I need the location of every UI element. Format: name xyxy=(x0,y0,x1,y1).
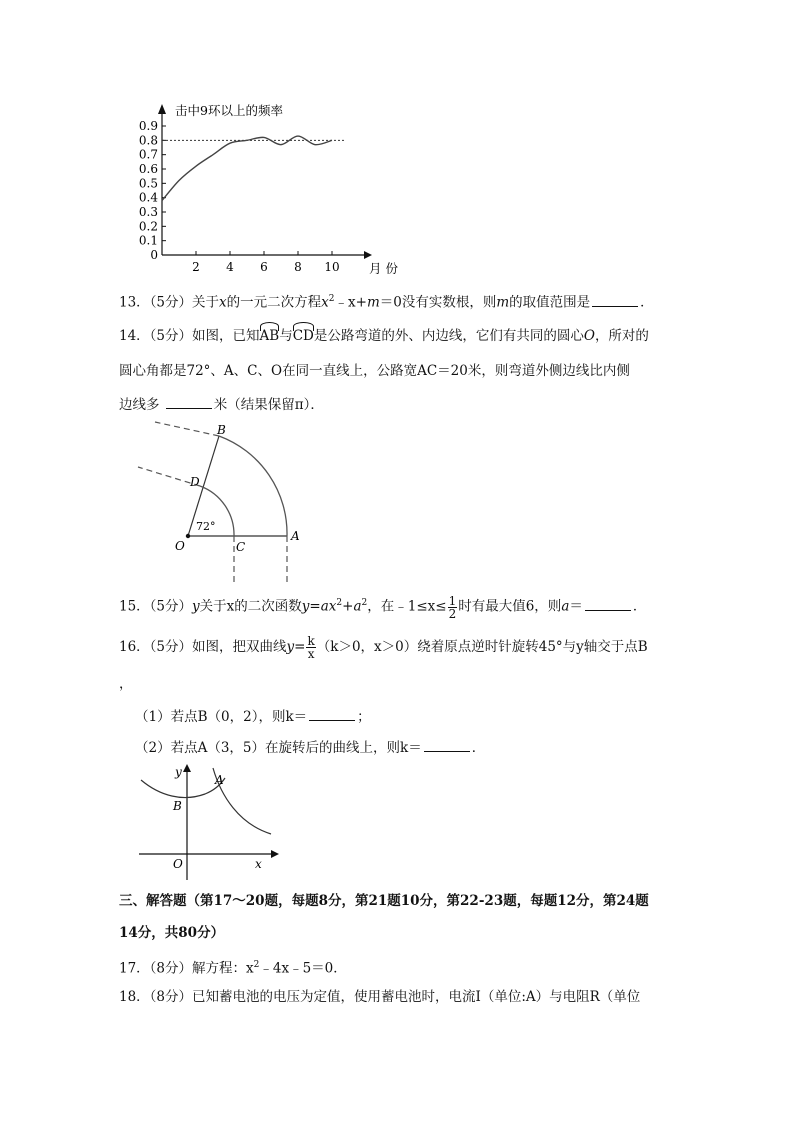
road-bend-figure xyxy=(135,418,325,588)
q14-var-o: O xyxy=(583,328,595,344)
q17-text: ﹣4x﹣5＝0． xyxy=(259,960,347,977)
arc-ab-label: AB xyxy=(259,328,280,344)
q15-text: 时有最大值6，则 xyxy=(458,598,562,615)
q16-part2-end: ． xyxy=(471,740,486,756)
arc-cd-notation xyxy=(293,327,314,345)
x-tick-label: 6 xyxy=(260,260,268,274)
q15-eq: y=ax xyxy=(301,598,337,615)
q14-text: 14．（5分）如图，已知 xyxy=(119,328,260,344)
fraction-numerator: 1 xyxy=(448,593,457,608)
label-a: A xyxy=(291,529,300,543)
q16-part1-end: ； xyxy=(357,709,371,725)
y-tick-label: 0.7 xyxy=(138,147,158,162)
q15-text: 关于x的二次函数 xyxy=(199,598,302,615)
q15-end: ． xyxy=(632,598,647,615)
x-tick-label: 8 xyxy=(294,260,302,274)
frequency-chart xyxy=(120,100,400,280)
question-15 xyxy=(119,594,646,620)
question-14-line-2 xyxy=(119,362,630,380)
answer-blank[interactable] xyxy=(309,707,355,721)
fraction-denominator: x xyxy=(307,647,315,661)
chart-title: 击中9环以上的频率 xyxy=(175,103,283,118)
q14-text: 与 xyxy=(279,328,293,344)
q15-var-a: a xyxy=(561,598,570,615)
x-tick-label: 4 xyxy=(226,260,234,274)
q15-exponent: 2 xyxy=(361,598,368,608)
outer-extension xyxy=(155,422,219,436)
q13-eq: ﹣x+ xyxy=(334,294,367,311)
fraction-numerator: k xyxy=(307,634,315,648)
label-d: D xyxy=(190,475,200,489)
label-o: O xyxy=(175,539,185,553)
q16-eq: y= xyxy=(286,639,306,655)
label-x: x xyxy=(255,857,262,871)
section-3-heading xyxy=(119,892,649,910)
q15-exponent: 2 xyxy=(336,598,343,608)
y-tick-label: 0.8 xyxy=(138,133,158,148)
x-tick-label: 2 xyxy=(192,260,200,274)
q13-text: 的一元二次方程 xyxy=(226,294,322,311)
question-16 xyxy=(119,635,648,660)
frequency-line xyxy=(162,136,332,201)
question-16-part-2 xyxy=(135,738,485,757)
question-16-part-1 xyxy=(135,707,371,726)
label-b: B xyxy=(173,799,182,813)
hyperbola-figure xyxy=(135,762,285,882)
q15-var-y: y xyxy=(192,598,200,615)
y-axis-arrow xyxy=(183,764,191,772)
q17-exponent: 2 xyxy=(253,960,260,970)
question-14-line-1 xyxy=(119,327,649,345)
q16-text: ， xyxy=(119,676,133,692)
q14-text: 边线多 xyxy=(119,397,164,413)
q17-text: 17．（8分）解方程：x xyxy=(119,960,254,977)
y-tick-label: 0.9 xyxy=(138,119,158,133)
q15-text: 15．（5分） xyxy=(119,598,193,615)
q13-var-x: x xyxy=(219,294,227,311)
label-y: y xyxy=(175,765,182,779)
q13-score: （5分） xyxy=(149,294,193,311)
x-axis-label: 月 份 xyxy=(369,261,398,276)
label-o: O xyxy=(173,857,183,871)
q16-text: （k＞0，x＞0）绕着原点逆时针旋转45°与y轴交于点B xyxy=(316,639,648,655)
q13-eq: x xyxy=(321,294,329,311)
answer-blank[interactable] xyxy=(166,395,212,409)
question-16-comma xyxy=(119,675,133,693)
x-axis-arrow xyxy=(271,850,279,858)
label-b: B xyxy=(217,423,226,437)
y-axis-arrow xyxy=(158,104,166,114)
fraction-half xyxy=(448,595,458,620)
y-tick-label: 0.6 xyxy=(138,162,158,176)
x-tick-label: 10 xyxy=(324,260,340,274)
question-14-line-3 xyxy=(119,395,324,414)
q15-text: ，在 xyxy=(367,598,395,615)
q14-text: 圆心角都是72°、A、C、O在同一直线上，公路宽AC＝20米，则弯道外侧边线比内侧 xyxy=(119,363,630,379)
section-3-line-1: 三、解答题（第17～20题，每题8分，第21题10分，第22-23题，每题12分，第24题 xyxy=(119,893,649,909)
y-tick-label: 0.1 xyxy=(138,233,158,248)
y-tick-label: 0.5 xyxy=(138,176,158,191)
outer-arc xyxy=(219,436,287,536)
arc-ab-notation xyxy=(260,327,280,345)
section-3-heading-2 xyxy=(119,924,224,942)
question-18 xyxy=(119,988,640,1006)
question-13 xyxy=(119,290,654,312)
arc-cd-label: CD xyxy=(292,328,314,344)
label-a: A xyxy=(215,773,224,787)
q16-text: 16．（5分）如图，把双曲线 xyxy=(119,639,287,655)
q13-end: ． xyxy=(640,294,654,311)
q15-eq: +a xyxy=(342,598,362,615)
rotated-curve xyxy=(141,778,225,798)
q14-text: 米（结果保留π）． xyxy=(213,397,324,413)
answer-blank[interactable] xyxy=(585,597,631,611)
q13-text: 关于 xyxy=(192,294,220,311)
answer-blank[interactable] xyxy=(592,293,638,307)
q15-inequality: ﹣1≤x≤ xyxy=(394,598,447,615)
q13-text: ＝0没有实数根，则 xyxy=(379,294,497,311)
section-3-line-2: 14分，共80分） xyxy=(119,925,225,941)
q13-exponent: 2 xyxy=(328,294,335,304)
q14-text: 是公路弯道的外、内边线，它们有共同的圆心 xyxy=(313,328,584,344)
q16-part2-text: （2）若点A（3，5）在旋转后的曲线上，则k＝ xyxy=(135,740,422,756)
q18-text: 18．（8分）已知蓄电池的电压为定值，使用蓄电池时，电流I（单位:A）与电阻R（单位 xyxy=(119,989,641,1005)
q13-var-m: m xyxy=(496,294,510,311)
arc-mark xyxy=(293,322,314,331)
label-c: C xyxy=(236,540,246,554)
answer-blank[interactable] xyxy=(424,738,470,752)
q14-text: ，所对的 xyxy=(594,328,649,344)
fraction-denominator: 2 xyxy=(448,606,457,621)
q16-part1-text: （1）若点B（0，2），则k＝ xyxy=(135,709,308,725)
point-o xyxy=(186,534,190,538)
x-axis-arrow xyxy=(364,251,372,259)
q15-text: ＝ xyxy=(569,598,583,615)
q13-var-m: m xyxy=(366,294,380,311)
q13-text: 的取值范围是 xyxy=(509,294,591,311)
arc-mark xyxy=(260,322,280,331)
y-tick-label: 0.4 xyxy=(138,190,158,205)
fraction-k-over-x xyxy=(306,635,315,660)
question-17 xyxy=(119,956,347,978)
y-tick-label: 0.3 xyxy=(138,205,158,219)
angle-label: 72° xyxy=(196,520,216,533)
q13-number: 13． xyxy=(119,294,150,311)
y-tick-label: 0.2 xyxy=(138,219,158,234)
y-tick-label: 0 xyxy=(150,248,158,262)
